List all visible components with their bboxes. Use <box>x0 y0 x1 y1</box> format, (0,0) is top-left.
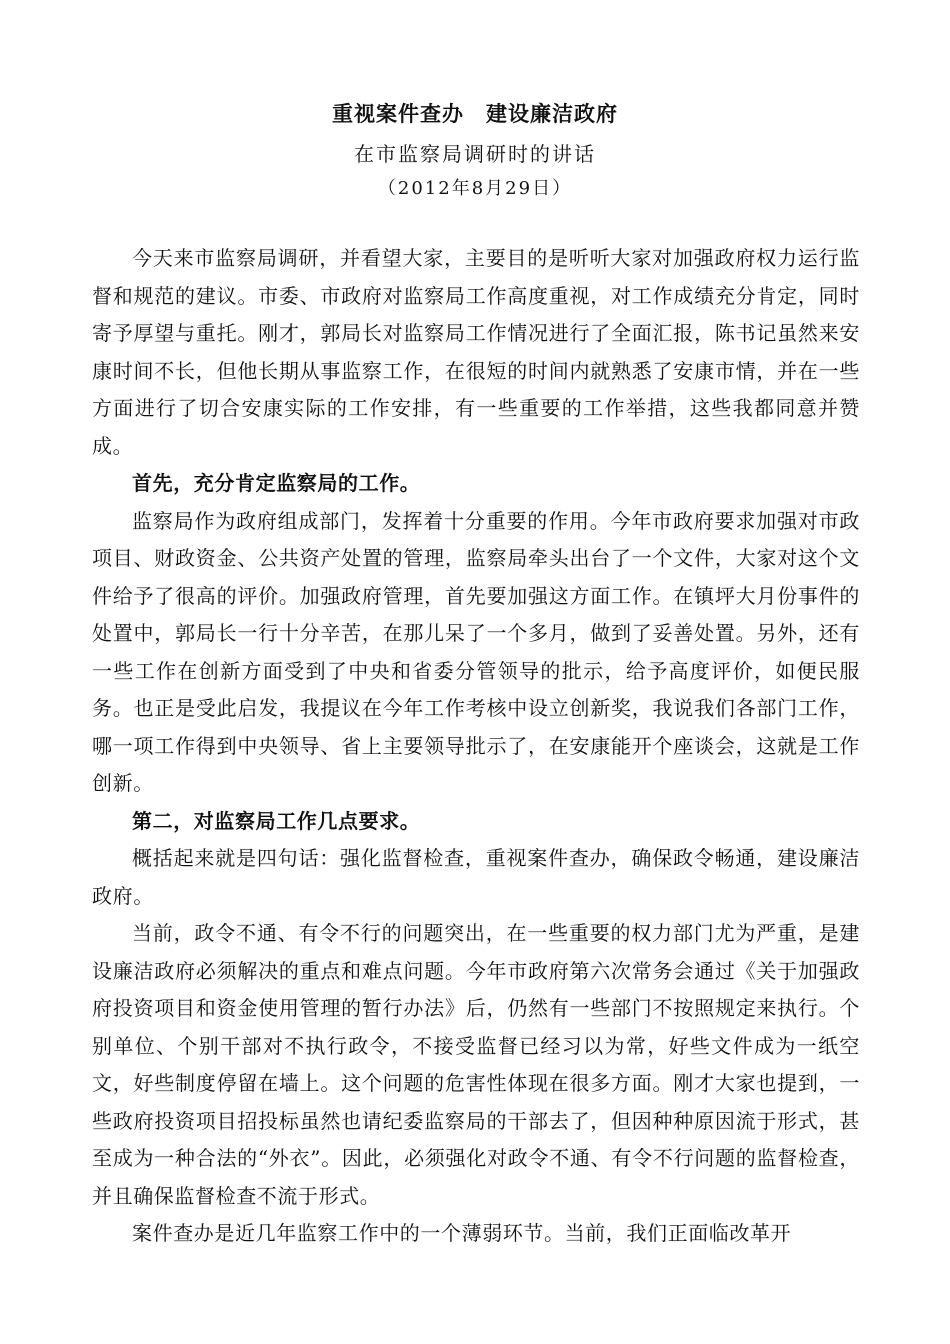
document-date: （2012年8月29日） <box>377 178 573 199</box>
section-heading-second: 第二，对监察局工作几点要求。 <box>132 808 421 833</box>
document-subtitle: 在市监察局调研时的讲话 <box>354 142 596 166</box>
paragraph-first-section: 监察局作为政府组成部门，发挥着十分重要的作用。今年市政府要求加强对市政项目、财政资金、公共资产处置的管理，监察局牵头出台了一个文件，大家对这个文件给予了很高的评价。加强政府管理，首先要加强这方面工作。在镇坪大月份事件的处置中，郭局长一行十分辛苦，在那儿呆了一个多月，做到了妥善处置。另外，还有一些工作在创新方面受到了中央和省委分管领导的批示，给予高度评价，如便民服务。也正是受此启发，我提议在今年工作考核中设立创新奖，我说我们各部门工作，哪一项工作得到中央领导、省上主要领导批示了，在安康能开个座谈会，这就是工作创新。 <box>92 508 860 795</box>
paragraph-current-issues: 当前，政令不通、有令不行的问题突出，在一些重要的权力部门尤为严重，是建设廉洁政府必须解决的重点和难点问题。今年市政府第六次常务会通过《关于加强政府投资项目和资金使用管理的暂行办法》后，仍然有一些部门不按照规定来执行。个别单位、个别干部对不执行政令，不接受监督已经习以为常，好些文件成为一纸空文，好些制度停留在墙上。这个问题的危害性体现在很多方面。刚才大家也提到，一些政府投资项目招投标虽然也请纪委监察局的干部去了，但因种种原因流于形式，甚至成为一种合法的“外衣”。因此，必须强化对政令不通、有令不行问题的监督检查，并且确保监督检查不流于形式。 <box>92 921 860 1208</box>
paragraph-intro: 今天来市监察局调研，并看望大家，主要目的是听听大家对加强政府权力运行监督和规范的建议。市委、市政府对监察局工作高度重视，对工作成绩充分肯定，同时寄予厚望与重托。刚才，郭局长对监察局工作情况进行了全面汇报，陈书记虽然来安康时间不长，但他长期从事监察工作，在很短的时间内就熟悉了安康市情，并在一些方面进行了切合安康实际的工作安排，有一些重要的工作举措，这些我都同意并赞成。 <box>92 246 860 458</box>
paragraph-four-sentences: 概括起来就是四句话：强化监督检查，重视案件查办，确保政令畅通，建设廉洁政府。 <box>92 846 860 908</box>
document-body <box>92 240 860 1253</box>
paragraph-case-handling: 案件查办是近几年监察工作中的一个薄弱环节。当前，我们正面临改革开 <box>132 1221 792 1245</box>
title-part-1: 重视案件查办 <box>332 101 464 126</box>
document-title <box>0 98 950 128</box>
section-heading-first: 首先，充分肯定监察局的工作。 <box>132 471 421 495</box>
title-part-2: 建设廉洁政府 <box>486 101 618 126</box>
